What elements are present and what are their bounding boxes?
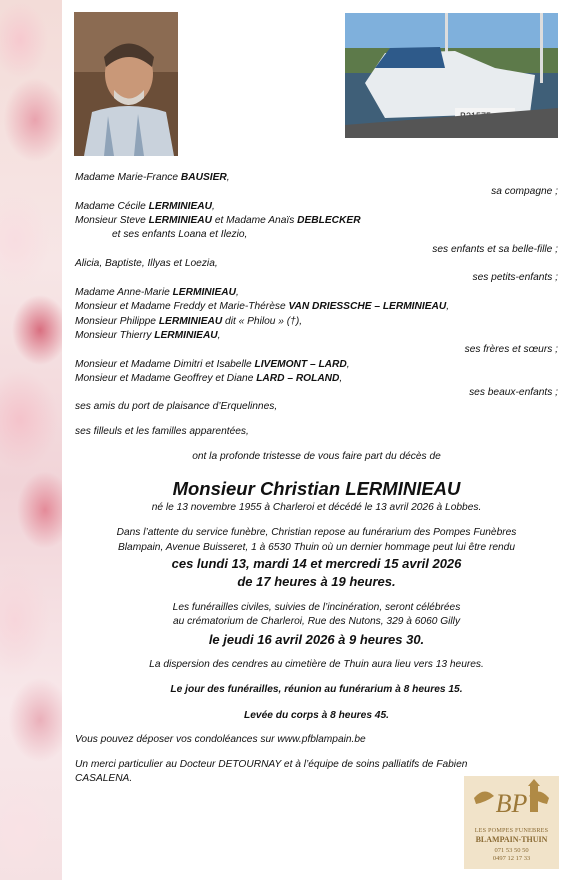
- funeral-text: au crématorium de Charleroi, Rue des Nutons, 329 à 6060 Gilly: [172, 616, 461, 627]
- thanks-text: Un merci particulier au Docteur DETOURNAY et à l’équipe de soins palliatifs de Fabien: [75, 759, 468, 770]
- bp-monogram-icon: [464, 776, 559, 826]
- announcement-line: ont la profonde tristesse de vous faire part du décès de: [192, 451, 441, 462]
- family-line: et ses enfants Loana et Ilezio,: [112, 229, 248, 240]
- relation-label: ses beaux-enfants ;: [469, 387, 558, 398]
- service-text: Blampain, Avenue Buisseret, 1 à 6530 Thuin où un dernier hommage peut lui être rendu: [118, 542, 515, 553]
- family-line: Madame Marie-France BAUSIER,: [75, 172, 230, 183]
- family-line: Monsieur Philippe LERMINIEAU dit « Philou » (†),: [75, 316, 303, 327]
- ashes-text: La dispersion des cendres au cimetière de Thuin aura lieu vers 13 heures.: [149, 659, 484, 670]
- portrait-photo: [74, 12, 178, 156]
- logo-phone: 071 53 50 50: [494, 847, 529, 854]
- logo-name: BLAMPAIN-THUIN: [475, 835, 548, 844]
- relation-label: ses enfants et sa belle-fille ;: [432, 244, 558, 255]
- logo-phone: 0497 12 17 33: [492, 855, 531, 862]
- family-line: Monsieur et Madame Dimitri et Isabelle LIVEMONT – LARD,: [75, 359, 350, 370]
- family-line: Madame Cécile LERMINIEAU,: [75, 201, 215, 212]
- family-line: ses filleuls et les familles apparentées,: [75, 426, 249, 437]
- family-line: Monsieur Thierry LERMINIEAU,: [75, 330, 221, 341]
- cherry-blossom-border: [0, 0, 62, 880]
- funeral-date: le jeudi 16 avril 2026 à 9 heures 30.: [208, 632, 425, 647]
- relation-label: sa compagne ;: [491, 186, 558, 197]
- birth-death-dates: né le 13 novembre 1955 à Charleroi et décédé le 13 avril 2026 à Lobbes.: [151, 502, 482, 513]
- meeting-text: Le jour des funérailles, réunion au funérarium à 8 heures 15.: [170, 684, 463, 695]
- relation-label: ses frères et sœurs ;: [464, 344, 558, 355]
- family-line: Monsieur et Madame Freddy et Marie-Thérèse VAN DRIESSCHE – LERMINIEAU,: [75, 301, 450, 312]
- family-line: Madame Anne-Marie LERMINIEAU,: [75, 287, 239, 298]
- boat-photo: [345, 13, 558, 138]
- family-line: Monsieur et Madame Geoffrey et Diane LARD – ROLAND,: [75, 373, 343, 384]
- svg-text:BP: BP: [495, 789, 528, 818]
- logo-line: LES POMPES FUNEBRES: [474, 827, 549, 834]
- thanks-text: CASALENA.: [75, 773, 133, 784]
- service-text: Dans l’attente du service funèbre, Christian repose au funérarium des Pompes Funèbres: [116, 527, 517, 538]
- funeral-home-logo: [464, 776, 559, 869]
- family-line: Alicia, Baptiste, Illyas et Loezia,: [75, 258, 218, 269]
- lift-text: Levée du corps à 8 heures 45.: [244, 710, 389, 721]
- visitation-days: ces lundi 13, mardi 14 et mercredi 15 avril 2026: [171, 556, 462, 571]
- relation-label: ses petits-enfants ;: [472, 272, 558, 283]
- condolences-text: Vous pouvez déposer vos condoléances sur www.pfblampain.be: [75, 734, 366, 745]
- family-line: Monsieur Steve LERMINIEAU et Madame Anaïs DEBLECKER: [75, 215, 361, 226]
- funeral-text: Les funérailles civiles, suivies de l’incinération, seront célébrées: [172, 602, 461, 613]
- family-line: ses amis du port de plaisance d’Erquelinnes,: [75, 401, 278, 412]
- deceased-name: Monsieur Christian LERMINIEAU: [172, 478, 461, 499]
- visitation-hours: de 17 heures à 19 heures.: [237, 574, 396, 589]
